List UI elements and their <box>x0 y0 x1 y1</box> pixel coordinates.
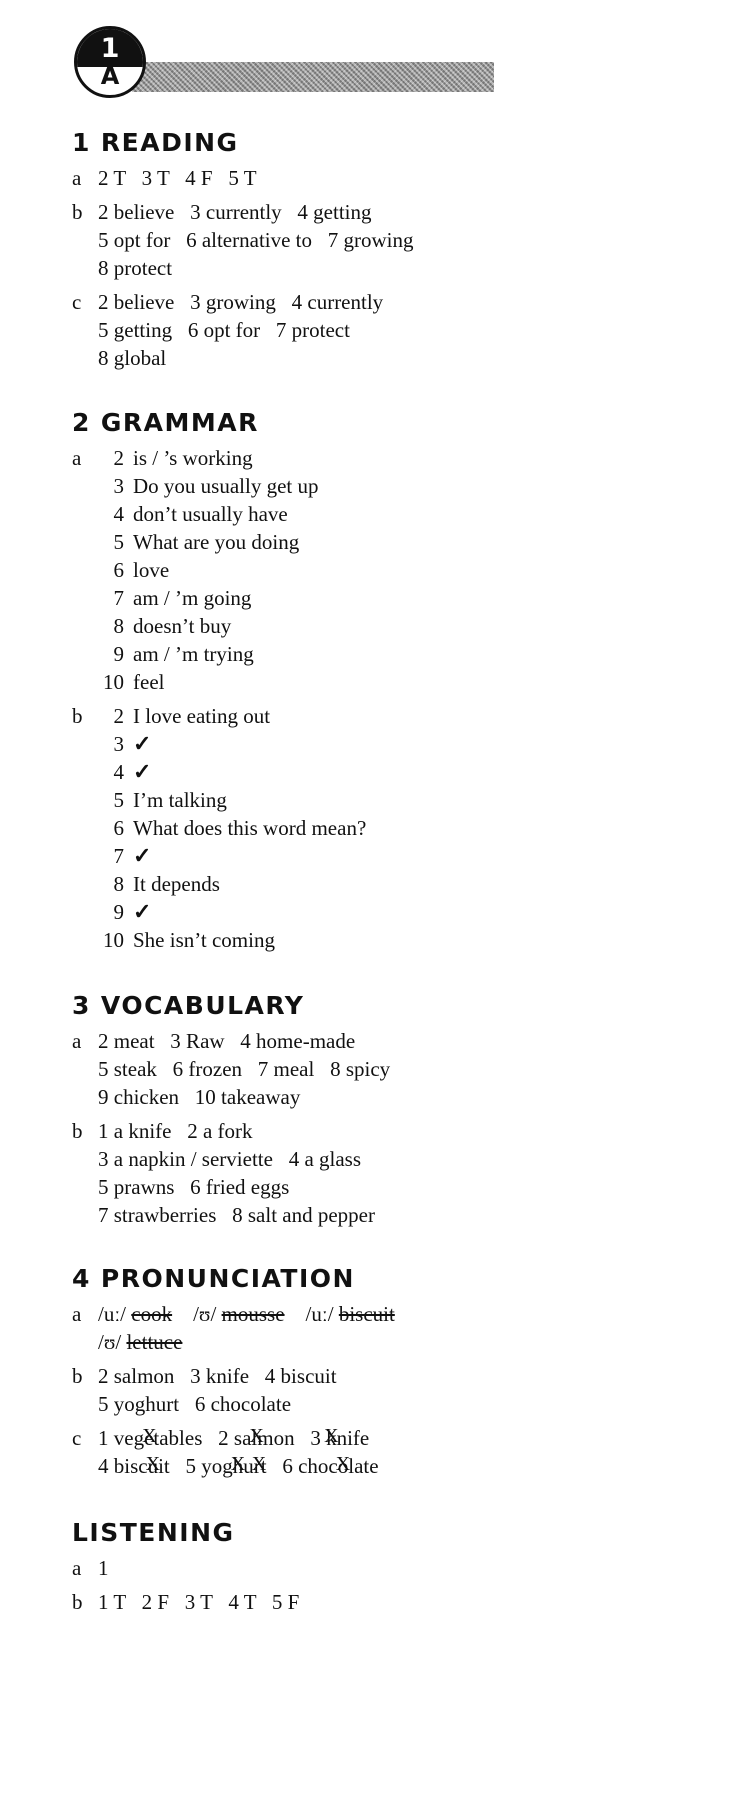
unit-number: 1 <box>77 29 143 67</box>
answer-b: b 1 T 2 F 3 T 4 T 5 F <box>72 1590 300 1614</box>
tick-icon: ✓ <box>133 843 152 868</box>
section-title: 1 READING <box>72 128 239 157</box>
tick-icon: ✓ <box>133 731 152 756</box>
answer-a: a 1 <box>72 1556 109 1580</box>
section-vocabulary <box>72 991 492 1235</box>
answer-b: b 2 I love eating out 3 ✓ 4 ✓ 5 I’m talking 6 What does this word mean? 7 ✓ 8 It depends 9 ✓ 10 She isn’t coming <box>72 704 367 952</box>
header-bar <box>132 62 494 92</box>
section-listening <box>72 1518 492 1622</box>
section-title: 2 GRAMMAR <box>72 408 259 437</box>
unit-letter: A <box>100 62 120 90</box>
tick-icon: ✓ <box>133 899 152 924</box>
section-title: LISTENING <box>72 1518 235 1547</box>
answer-a: a 2 T 3 T 4 F 5 T <box>72 166 257 190</box>
section-pronunciation <box>72 1264 492 1486</box>
unit-1a-header <box>74 26 494 98</box>
answer-b: b 1 a knife 2 a fork 3 a napkin / serviette 4 a glass 5 prawns 6 fried eggs 7 strawberries 8 salt and pepper <box>72 1119 375 1227</box>
section-reading <box>72 128 492 378</box>
answer-b: b 2 believe 3 currently 4 getting 5 opt for 6 alternative to 7 growing 8 protect <box>72 200 414 280</box>
answer-b: b 2 salmon 3 knife 4 biscuit 5 yoghurt 6 chocolate <box>72 1364 337 1416</box>
tick-icon: ✓ <box>133 759 152 784</box>
answer-c: c 2 believe 3 growing 4 currently 5 getting 6 opt for 7 protect 8 global <box>72 290 384 370</box>
section-title: 4 PRONUNCIATION <box>72 1264 355 1293</box>
answer-a: a /uː/ cook /ʊ/ mousse /uː/ biscuit /ʊ/ lettuce <box>72 1302 395 1354</box>
section-title: 3 VOCABULARY <box>72 991 305 1020</box>
answer-c: c 1 vege Xtables 2 sal Xmon 3 k Xnife 4 biscu Xit 5 yogh Xur Xt 6 choco Xlate <box>72 1424 492 1480</box>
answer-a: a 2 is / ’s working 3 Do you usually get up 4 don’t usually have 5 What are you doing 6 love 7 am / ’m going 8 doesn’t buy 9 am / ’m trying 10 feel <box>72 446 319 694</box>
section-grammar <box>72 408 492 960</box>
answer-a: a 2 meat 3 Raw 4 home-made 5 steak 6 frozen 7 meal 8 spicy 9 chicken 10 takeaway <box>72 1029 391 1109</box>
unit-badge <box>74 26 146 98</box>
